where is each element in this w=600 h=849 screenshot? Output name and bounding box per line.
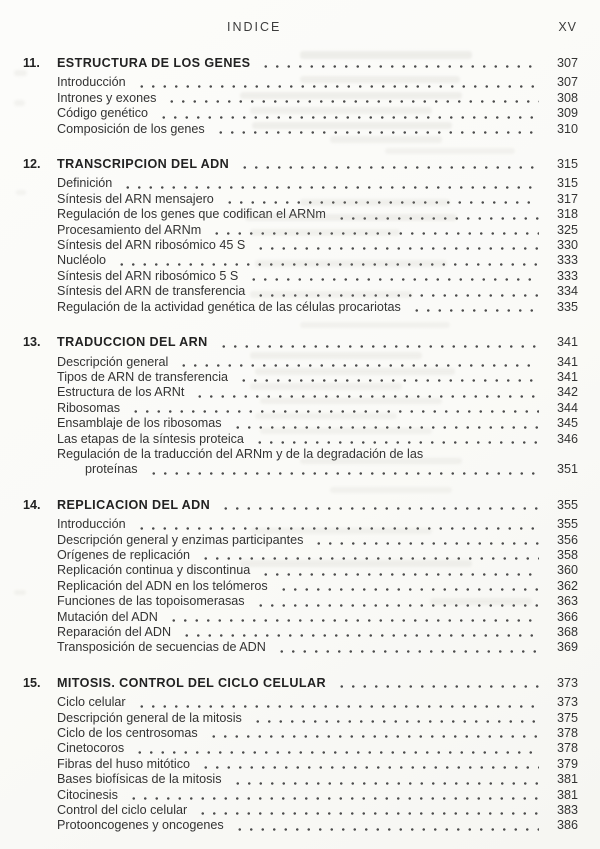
toc-item-row xyxy=(23,122,578,137)
toc-item-label: Composición de los genes xyxy=(57,121,205,136)
toc-item-page-number: 318 xyxy=(556,207,578,222)
chapter-page-number: 307 xyxy=(556,56,578,70)
toc-item-row xyxy=(23,269,578,284)
dot-leader xyxy=(248,278,539,281)
toc-item-row xyxy=(23,432,578,447)
toc-item-page-number: 378 xyxy=(556,726,578,741)
chapter-title: TRANSCRIPCION DEL ADN xyxy=(57,157,230,172)
toc-item-row xyxy=(23,711,578,726)
dot-leader xyxy=(166,100,539,103)
toc-item-row xyxy=(23,563,578,578)
chapter-page-number: 373 xyxy=(556,675,578,690)
toc-item-row xyxy=(23,625,578,640)
toc-item-page-number: 342 xyxy=(556,385,578,400)
chapter-page-number: 341 xyxy=(556,335,578,350)
dot-leader xyxy=(255,604,539,607)
toc-item-label: Introducción xyxy=(57,75,126,90)
toc-item-row xyxy=(23,91,578,106)
toc-item-row xyxy=(23,579,578,594)
table-of-contents xyxy=(23,56,578,834)
dot-leader xyxy=(122,186,539,189)
toc-item-page-number: 356 xyxy=(556,532,578,547)
toc-item-label: Ciclo celular xyxy=(57,695,126,710)
toc-item-row xyxy=(23,192,578,207)
toc-item-page-number: 341 xyxy=(556,354,578,369)
toc-item-row xyxy=(23,401,578,416)
toc-item-row xyxy=(23,370,578,385)
chapter-number: 15. xyxy=(23,675,41,690)
toc-item-page-number: 373 xyxy=(556,695,578,710)
dot-leader xyxy=(148,472,539,475)
chapter-page-number: 355 xyxy=(556,497,578,512)
dot-leader xyxy=(136,85,539,88)
dot-leader xyxy=(178,364,539,367)
toc-item-page-number: 333 xyxy=(556,268,578,283)
toc-item-label: Cinetocoros xyxy=(57,741,125,756)
toc-item-page-number: 325 xyxy=(556,222,578,237)
toc-item-label: Síntesis del ARN de transferencia xyxy=(57,284,246,299)
toc-item-label: Síntesis del ARN ribosómico 5 S xyxy=(57,268,239,283)
toc-item-label: Citocinesis xyxy=(57,787,118,802)
dot-leader xyxy=(232,426,540,429)
toc-item-page-number: 381 xyxy=(556,787,578,802)
toc-item-label: Nucléolo xyxy=(57,253,107,268)
toc-item-page-number: 315 xyxy=(556,176,578,191)
toc-item-row xyxy=(23,75,578,90)
dot-leader xyxy=(276,650,539,653)
toc-item-page-number: 375 xyxy=(556,710,578,725)
toc-item-row xyxy=(23,447,578,462)
chapter-heading-row xyxy=(23,498,578,513)
toc-chapter xyxy=(23,56,578,137)
toc-item-row xyxy=(23,517,578,532)
dot-leader xyxy=(218,345,539,348)
toc-item-label: Regulación de la actividad genética de las células procariotas xyxy=(57,299,401,314)
toc-item-label: Control del ciclo celular xyxy=(57,803,188,818)
toc-item-row xyxy=(23,300,578,315)
toc-item-continuation-row xyxy=(23,462,578,477)
toc-item-label: Protooncogenes y oncogenes xyxy=(57,818,224,833)
toc-item-label: Descripción general de la mitosis xyxy=(57,710,242,725)
toc-item-row xyxy=(23,726,578,741)
toc-item-label: Transposición de secuencias de ADN xyxy=(57,640,266,655)
toc-item-label: Regulación de los genes que codifican el ARNm xyxy=(57,207,326,222)
toc-item-page-number: 308 xyxy=(556,90,578,105)
toc-chapter xyxy=(23,335,578,478)
toc-item-row xyxy=(23,207,578,222)
toc-item-page-number: 381 xyxy=(556,772,578,787)
toc-chapter xyxy=(23,498,578,656)
chapter-heading-row xyxy=(23,335,578,350)
chapter-title: MITOSIS. CONTROL DEL CICLO CELULAR xyxy=(57,675,326,690)
toc-item-row xyxy=(23,640,578,655)
toc-item-page-number: 386 xyxy=(556,818,578,833)
toc-item-row xyxy=(23,385,578,400)
toc-item-row xyxy=(23,238,578,253)
toc-item-page-number: 358 xyxy=(556,547,578,562)
chapter-title: ESTRUCTURA DE LOS GENES xyxy=(57,56,251,70)
toc-item-page-number: 307 xyxy=(556,75,578,90)
dot-leader xyxy=(252,720,539,723)
chapter-number: 11. xyxy=(23,56,40,70)
dot-leader xyxy=(278,588,539,591)
toc-item-page-number: 309 xyxy=(556,106,578,121)
toc-item-row xyxy=(23,594,578,609)
chapter-title: TRADUCCION DEL ARN xyxy=(57,335,208,350)
dot-leader xyxy=(208,735,539,738)
dot-leader xyxy=(197,812,539,815)
toc-item-label: Reparación del ADN xyxy=(57,625,172,639)
toc-item-page-number: 360 xyxy=(556,563,578,578)
toc-item-row xyxy=(23,416,578,431)
dot-leader xyxy=(116,263,539,266)
toc-item-label: Estructura de los ARNt xyxy=(57,385,185,400)
toc-item-row xyxy=(23,253,578,268)
toc-item-page-number: 317 xyxy=(556,191,578,206)
dot-leader xyxy=(255,294,539,297)
toc-item-label: Procesamiento del ARNm xyxy=(57,222,202,237)
chapter-title: REPLICACION DEL ADN xyxy=(57,497,211,512)
dot-leader xyxy=(336,685,539,688)
chapter-number: 12. xyxy=(23,157,41,172)
toc-item-label: Síntesis del ARN mensajero xyxy=(57,191,214,206)
running-header-title: INDICE xyxy=(227,20,282,34)
toc-item-label: Intrones y exones xyxy=(57,90,157,105)
toc-item-page-number: 363 xyxy=(556,594,578,609)
chapter-heading-row xyxy=(23,56,578,71)
chapter-number: 14. xyxy=(23,497,41,512)
dot-leader xyxy=(224,201,539,204)
toc-item-label: Fibras del huso mitótico xyxy=(57,756,190,771)
toc-item-row xyxy=(23,284,578,299)
dot-leader xyxy=(313,542,539,545)
toc-item-page-number: 346 xyxy=(556,431,578,446)
toc-item-label: Funciones de las topoisomerasas xyxy=(57,594,245,609)
toc-item-label: Ciclo de los centrosomas xyxy=(57,726,198,741)
toc-item-row xyxy=(23,818,578,833)
page-header xyxy=(23,20,578,35)
toc-item-label: Ribosomas xyxy=(57,400,120,415)
dot-leader xyxy=(181,634,539,637)
dot-leader xyxy=(336,217,539,220)
dot-leader xyxy=(260,65,539,68)
toc-item-label: Bases biofísicas de la mitosis xyxy=(57,772,222,787)
dot-leader xyxy=(211,232,539,235)
toc-item-label: Tipos de ARN de transferencia xyxy=(57,369,229,384)
toc-item-page-number: 355 xyxy=(556,517,578,532)
toc-item-page-number: 351 xyxy=(556,462,578,477)
dot-leader xyxy=(200,557,539,560)
dot-leader xyxy=(255,247,539,250)
toc-item-row xyxy=(23,610,578,625)
dot-leader xyxy=(136,527,539,530)
toc-item-row xyxy=(23,772,578,787)
toc-item-row xyxy=(23,757,578,772)
toc-item-page-number: 383 xyxy=(556,803,578,818)
dot-leader xyxy=(130,410,539,413)
toc-item-label: Replicación continua y discontinua xyxy=(57,563,251,578)
toc-item-row xyxy=(23,788,578,803)
dot-leader xyxy=(220,507,539,510)
toc-item-page-number: 345 xyxy=(556,416,578,431)
toc-item-page-number: 335 xyxy=(556,299,578,314)
toc-item-label: Síntesis del ARN ribosómico 45 S xyxy=(57,238,246,253)
dot-leader xyxy=(200,766,539,769)
dot-leader xyxy=(411,309,539,312)
dot-leader xyxy=(239,166,539,169)
toc-item-page-number: 334 xyxy=(556,284,578,299)
toc-item-page-number: 362 xyxy=(556,578,578,593)
page-number-roman: XV xyxy=(558,20,577,34)
toc-item-page-number: 368 xyxy=(556,625,578,639)
toc-item-label: Orígenes de replicación xyxy=(57,547,191,562)
toc-item-page-number: 341 xyxy=(556,369,578,384)
dot-leader xyxy=(260,573,539,576)
toc-item-page-number: 330 xyxy=(556,238,578,253)
toc-item-row xyxy=(23,533,578,548)
chapter-heading-row xyxy=(23,157,578,172)
toc-item-label: Introducción xyxy=(57,517,126,532)
toc-item-label: Descripción general y enzimas participantes xyxy=(57,532,304,547)
toc-item-page-number: 333 xyxy=(556,253,578,268)
dot-leader xyxy=(194,395,539,398)
toc-item-row xyxy=(23,355,578,370)
dot-leader xyxy=(238,379,539,382)
toc-item-row xyxy=(23,223,578,238)
toc-item-page-number: 379 xyxy=(556,756,578,771)
toc-item-label-continuation: proteínas xyxy=(85,462,138,477)
toc-item-row xyxy=(23,695,578,710)
toc-item-row xyxy=(23,548,578,563)
toc-item-label: Regulación de la traducción del ARNm y de la degradación de las xyxy=(57,446,424,461)
toc-item-page-number: 366 xyxy=(556,609,578,624)
toc-item-label: Replicación del ADN en los telómeros xyxy=(57,578,268,593)
dot-leader xyxy=(128,797,539,800)
toc-item-label: Las etapas de la síntesis proteica xyxy=(57,431,244,446)
toc-item-row xyxy=(23,176,578,191)
toc-item-label: Descripción general xyxy=(57,354,169,369)
toc-item-label: Definición xyxy=(57,176,113,191)
toc-chapter xyxy=(23,676,578,834)
dot-leader xyxy=(215,131,539,134)
toc-chapter xyxy=(23,157,578,315)
toc-item-row xyxy=(23,741,578,756)
dot-leader xyxy=(136,705,539,708)
chapter-heading-row xyxy=(23,676,578,691)
toc-item-row xyxy=(23,106,578,121)
chapter-page-number: 315 xyxy=(556,157,578,172)
dot-leader xyxy=(158,116,539,119)
toc-item-page-number: 310 xyxy=(556,121,578,136)
toc-item-label: Mutación del ADN xyxy=(57,609,158,624)
dot-leader xyxy=(254,441,539,444)
chapter-number: 13. xyxy=(23,335,41,350)
dot-leader xyxy=(168,619,539,622)
toc-item-row xyxy=(23,803,578,818)
toc-item-page-number: 378 xyxy=(556,741,578,756)
dot-leader xyxy=(232,782,540,785)
toc-item-label: Código genético xyxy=(57,106,149,121)
toc-item-page-number: 344 xyxy=(556,400,578,415)
toc-item-label: Ensamblaje de los ribosomas xyxy=(57,416,222,431)
dot-leader xyxy=(234,828,539,831)
toc-item-page-number: 369 xyxy=(556,640,578,655)
dot-leader xyxy=(134,751,539,754)
